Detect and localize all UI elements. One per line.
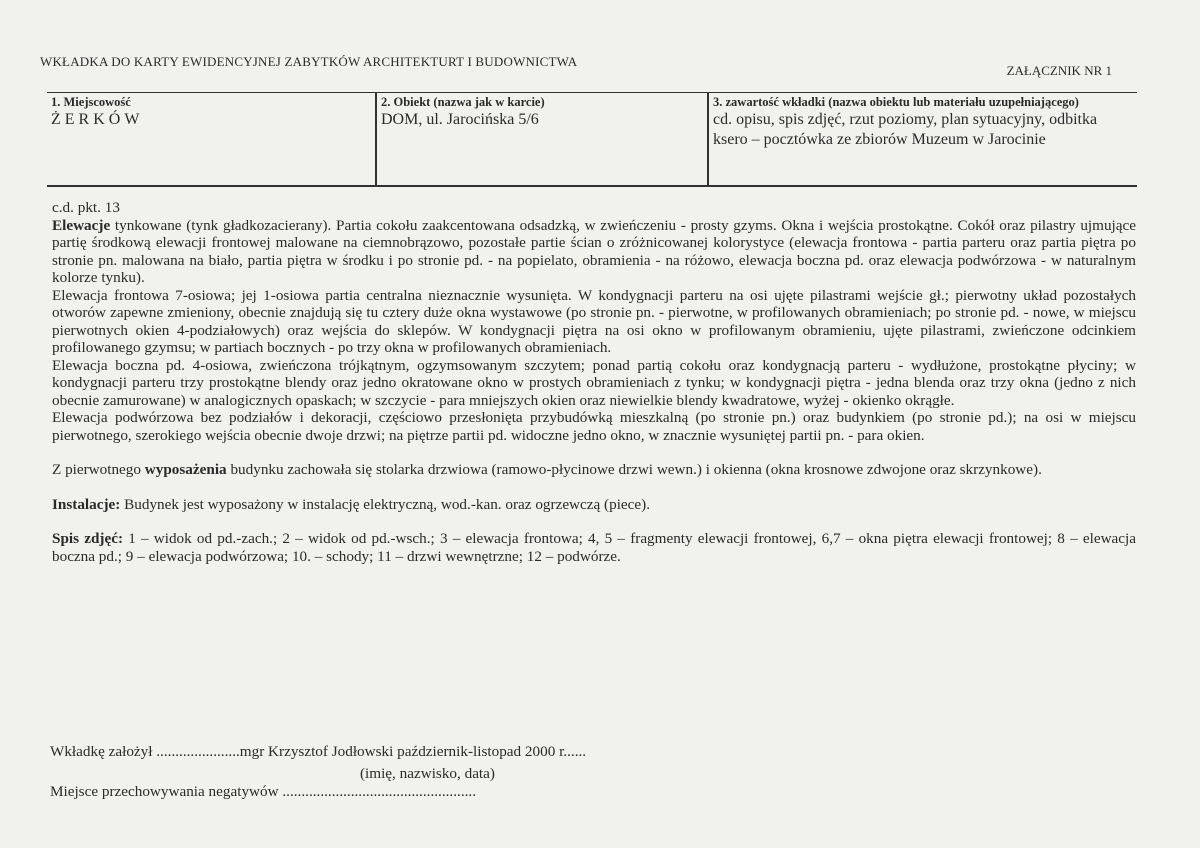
box-locality-label: 1. Miejscowość (51, 95, 131, 109)
photo-list-text: 1 – widok od pd.-zach.; 2 – widok od pd.-wsch.; 3 – elewacja frontowa; 4, 5 – fragmenty elewacji frontowej, 6,7 – okna piętra elewacji frontowej; 8 – elewacja boczna pd.; 9 – elewacja podwórzowa; 10. – schody; 11 – drzwi wewnętrzne; 12 – podwórze. (52, 530, 1136, 565)
photo-list-heading: Spis zdjęć: (52, 530, 123, 547)
box-contents-value: cd. opisu, spis zdjęć, rzut poziomy, plan sytuacyjny, odbitka ksero – pocztówka ze zbiorów Muzeum w Jarocinie (713, 111, 1098, 148)
equipment-heading: wyposażenia (144, 461, 227, 478)
installations-heading: Instalacje: (52, 495, 121, 513)
paragraph-side-elevation: Elewacja boczna pd. 4-osiowa, zwieńczona trójkątnym, ogzymsowanym szczytem; ponad partią cokołu oraz kondygnacją parteru - wydłużone, prostokątne płyciny; w kondygnacji parteru trzy prostokątne blendy oraz jedno okratowane okno w prostych obramieniach z tynku; w kondygnacji piętra - jedna blenda oraz trzy okna (jedno z nich obecnie zamurowane) w analogicznych opaskach; w szczycie - para mniejszych okien oraz niewielkie blendy kwadratowe, wyżej - okienko okrągłe. (52, 356, 1136, 409)
continuation-note: c.d. pkt. 13 (52, 199, 120, 216)
paragraph-photo-list (52, 530, 1136, 565)
elevations-text: tynkowane (tynk gładkozacierany). Partia cokołu zaakcentowana odsadzką, w zwieńczeniu - prosty gzyms. Okna i wejścia prostokątne. Cokół oraz pilastry ujmujące partię środkową elewacji frontowej malowane na ciemnobrązowo, pozostałe partie ścian o zróżnicowanej kolorystyce (elewacja frontowa - partia parteru oraz partia piętra po stronie pn. malowana na biało, partia piętra w środku i po stronie pd. - na popielato, obramienia - na różowo, elewacja boczna pd. oraz elewacja podwórzowa - w naturalnym kolorze tynku). (52, 216, 1136, 286)
box-locality (47, 93, 377, 185)
equipment-text: budynku zachowała się stolarka drzwiowa (ramowo-płycinowe drzwi wewn.) i okienna (okna krosnowe zdwojone oraz skrzynkowe). (226, 461, 1042, 478)
paragraph-yard-elevation: Elewacja podwórzowa bez podziałów i dekoracji, częściowo przesłonięta przybudówką mieszkalną (po stronie pn.) oraz budynkiem (po stronie pd.); na osi w miejscu pierwotnego, szerokiego wejścia obecnie dwoje drzwi; na piętrze partii pd. widoczne jedno okno, w znacznie wysuniętej partii pn. - para okien. (52, 409, 1136, 444)
paragraph-equipment (52, 461, 1136, 479)
footer-author: Wkładkę założył ......................mgr Krzysztof Jodłowski październik-listopad 2000 r...... (50, 743, 587, 760)
elevations-heading: Elewacje (52, 216, 111, 234)
paragraph-elevations (52, 217, 1136, 287)
paragraph-front-elevation: Elewacja frontowa 7-osiowa; jej 1-osiowa partia centralna nieznacznie wysunięta. W kondygnacji parteru na osi ujęte pilastrami wejście gł.; pierwotny układ pozostałych otworów zapewne zmieniony, obecnie znajdują się tu cztery duże okna wystawowe (po stronie pn. - pierwotne, w profilowanych obramieniach; po stronie pd. - nowe, w miejscu pierwotnych okien 4-podziałowych) oraz wejścia do sklepów. W kondygnacji piętra na osi okno w profilowanym obramieniu, ujęte pilastrami, zwieńczone odcinkiem profilowanego gzymsu; w partiach bocznych - po trzy okna w profilowanych obramieniach. (52, 286, 1136, 356)
box-contents-label: 3. zawartość wkładki (nazwa obiektu lub materiału uzupełniającego) (713, 95, 1079, 109)
equipment-pre: Z pierwotnego (52, 461, 145, 478)
annex-label: ZAŁĄCZNIK NR 1 (1006, 63, 1112, 78)
footer-negatives: Miejsce przechowywania negatywów ................................................... (50, 783, 477, 800)
paragraph-installations (52, 496, 1136, 514)
header-boxes (47, 92, 1137, 187)
box-locality-value: ŻERKÓW (51, 111, 144, 128)
box-contents (709, 93, 1137, 185)
footer-author-caption: (imię, nazwisko, data) (360, 765, 495, 782)
description-body (52, 199, 1136, 565)
document-title: WKŁADKA DO KARTY EWIDENCYJNEJ ZABYTKÓW ARCHITEKTURT I BUDOWNICTWA (40, 54, 578, 69)
box-object-label: 2. Obiekt (nazwa jak w karcie) (381, 95, 545, 109)
installations-text: Budynek jest wyposażony w instalację elektryczną, wod.-kan. oraz ogrzewczą (piece). (120, 495, 650, 513)
box-object-value: DOM, ul. Jarocińska 5/6 (381, 111, 539, 128)
box-object (377, 93, 709, 185)
